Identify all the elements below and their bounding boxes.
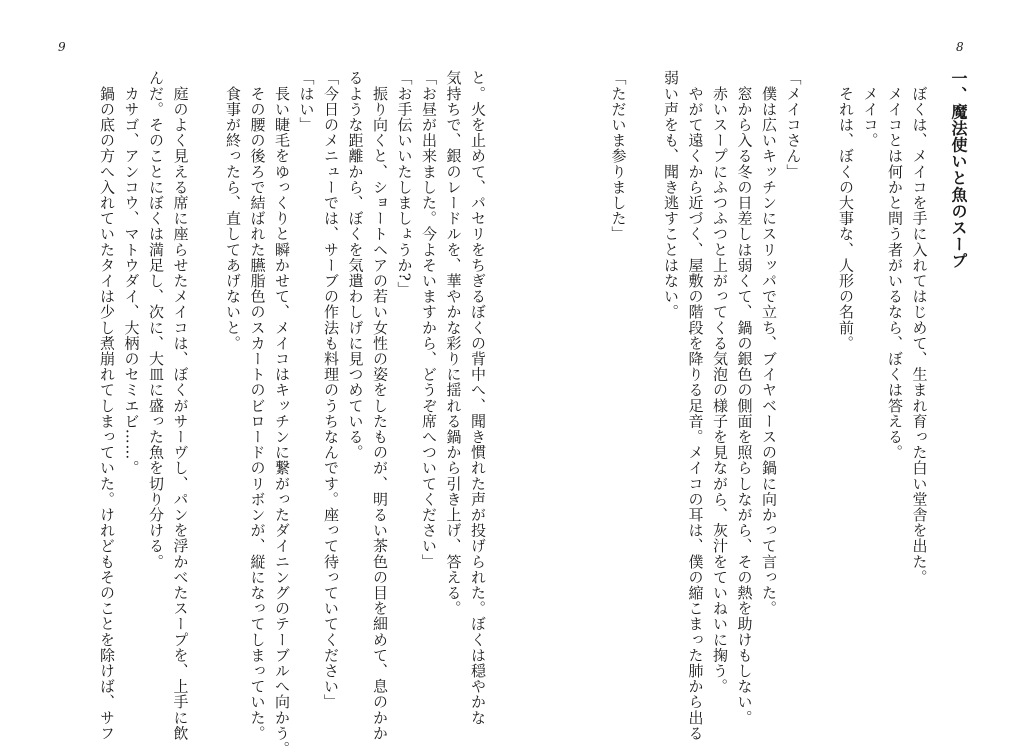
- text-line: 「はい」: [297, 70, 316, 133]
- text-line: 鍋の底の方へ入れていたタイは少し煮崩れてしまっていた。けれどもそのことを除けば、サフ: [98, 70, 116, 741]
- text-line: メイコとは何かと問う者がいるなら、ぼくは答える。: [886, 70, 904, 460]
- text-line: その腰の後ろで結ばれた臙脂色のスカートのビロードのリボンが、縦になってしまっていた。: [248, 70, 267, 741]
- text-line: んだ。そのことにぼくは満足し、次に、大皿に盛った魚を切り分ける。: [147, 70, 165, 570]
- chapter-title: 一、魔法使いと魚のスープ: [949, 70, 968, 270]
- text-line: 窓から入る冬の日差しは弱くて、鍋の銀色の側面を照らしながら、その熱を助けもしない。: [735, 70, 754, 726]
- text-line: と。火を止めて、パセリをちぎるぼくの背中へ、聞き慣れた声が投げられた。ぼくは穏やかな: [469, 70, 487, 726]
- text-line: メイコ。: [861, 70, 880, 148]
- text-line: 気持ちで、銀のレードルを、華やかな彩りに揺れる鍋から引き上げ、答える。: [444, 70, 463, 616]
- page-number-left: 9: [58, 40, 66, 54]
- text-line: 「お手伝いいたしましょうか?」: [395, 70, 414, 298]
- text-line: カサゴ、アンコウ、マトウダイ、大柄のセミエビ……。: [122, 70, 141, 476]
- right-page: [570, 70, 970, 741]
- paragraph-gap: [631, 70, 659, 690]
- right-page-text: [606, 70, 970, 741]
- text-line: それは、ぼくの大事な、人形の名前。: [837, 70, 855, 351]
- paragraph-gap: [806, 70, 834, 690]
- text-line: 赤いスープにふつふつと上がってくる気泡の様子を見ながら、灰汁をていねいに掬う。: [711, 70, 729, 694]
- text-line: 庭のよく見える席に座らせたメイコは、ぼくがサーヴし、パンを浮かべたスープを、上手に飲: [171, 70, 190, 741]
- left-page: [50, 70, 490, 756]
- left-page-text: [95, 70, 491, 756]
- text-line: 長い睫毛をゆっくりと瞬かせて、メイコはキッチンに繋がったダイニングのテーブルへ向かう。: [273, 70, 291, 756]
- text-line: 「お昼が出来ました。今よそいますから、どうぞ席へついてください」: [420, 70, 438, 570]
- text-line: 僕は広いキッチンにスリッパで立ち、ブイヤベースの鍋に向かって言った。: [760, 70, 778, 616]
- text-line: やがて遠くから近づく、屋敷の階段を降りる足音。メイコの耳は、僕の縮こまった肺から出る: [686, 70, 705, 741]
- text-line: 食事が終ったら、直してあげないと。: [224, 70, 242, 351]
- text-line: ぼくは、メイコを手に入れてはじめて、生まれ育った白い堂舎を出た。: [910, 70, 929, 585]
- text-line: 「今日のメニューでは、サーブの作法も料理のうちなんです。座って待っていてください」: [322, 70, 340, 710]
- text-line: 振り向くと、ショートヘアの若い女性の姿をしたものが、明るい茶色の目を細めて、息のかか: [371, 70, 389, 741]
- text-line: 「メイコさん」: [784, 70, 803, 180]
- paragraph-gap: [193, 70, 221, 690]
- page-number-right: 8: [956, 40, 964, 54]
- text-line: 「ただいま参りました」: [609, 70, 628, 242]
- text-line: るような距離から、ぼくを気遣わしげに見つめている。: [346, 70, 365, 460]
- text-line: 弱い声をも、聞き逃すことはない。: [662, 70, 680, 320]
